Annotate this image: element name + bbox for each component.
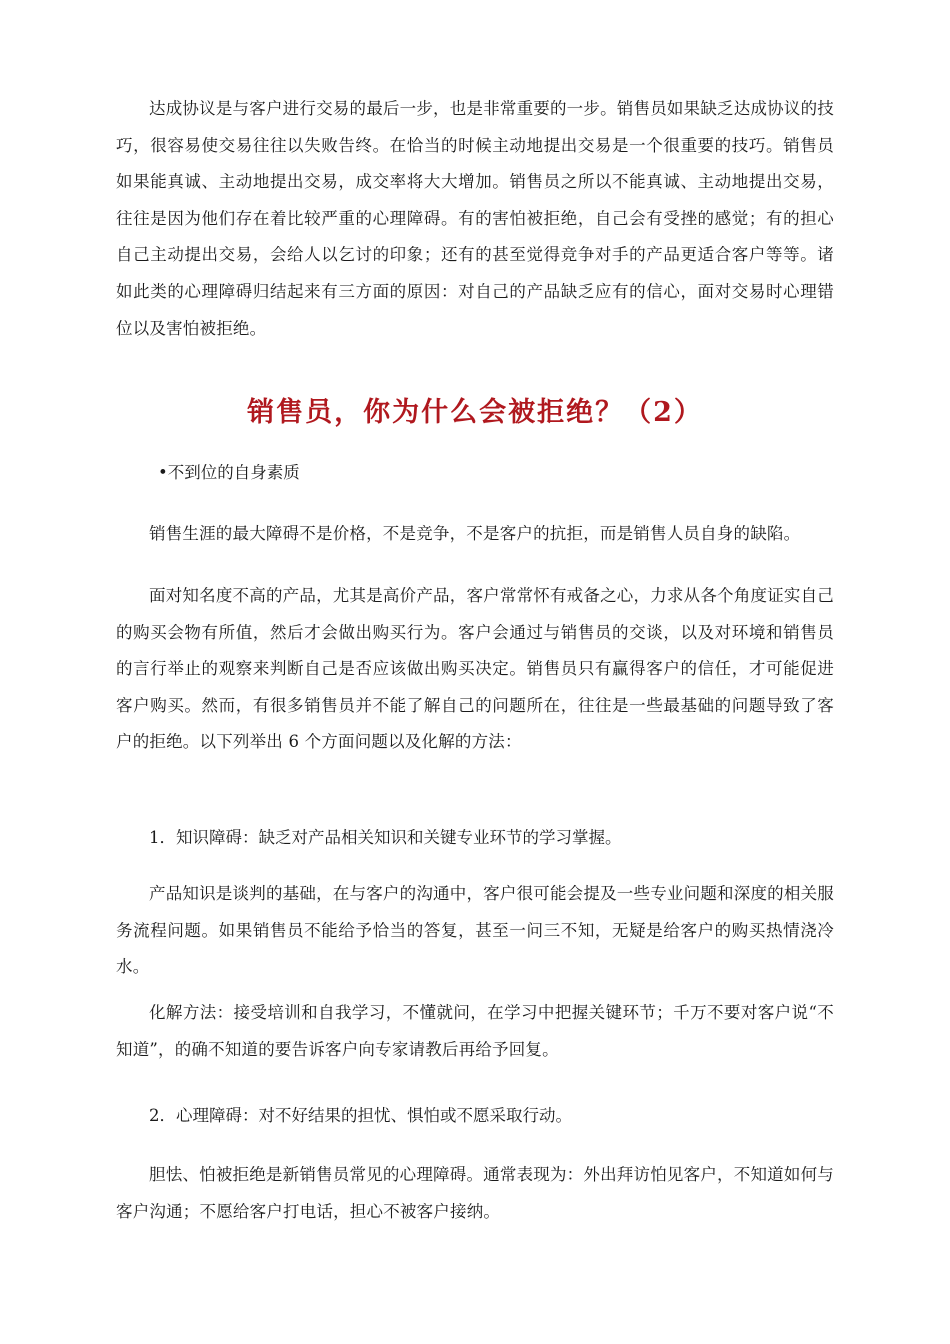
item2-body: 胆怯、怕被拒绝是新销售员常见的心理障碍。通常表现为：外出拜访怕见客户，不知道如何与客户沟通；不愿给客户打电话，担心不被客户接纳。 xyxy=(116,1165,834,1221)
section-title: 销售员，你为什么会被拒绝？（2） xyxy=(247,397,703,428)
item1-body: 产品知识是谈判的基础，在与客户的沟通中，客户很可能会提及一些专业问题和深度的相关服务流程问题。如果销售员不能给予恰当的答复，甚至一问三不知，无疑是给客户的购买热情浇冷水。 xyxy=(116,884,834,977)
item1-solution: 化解方法：接受培训和自我学习，不懂就问，在学习中把握关键环节；千万不要对客户说“不知道”，的确不知道的要告诉客户向专家请教后再给予回复。 xyxy=(116,1003,834,1059)
bullet-heading: •不到位的自身素质 xyxy=(158,463,300,482)
customers-paragraph: 面对知名度不高的产品，尤其是高价产品，客户常常怀有戒备之心，力求从各个角度证实自己的购买会物有所值，然后才会做出购买行为。客户会通过与销售员的交谈，以及对环境和销售员的言行举止的观察来判断自己是否应该做出购买决定。销售员只有赢得客户的信任，才可能促进客户购买。然而，有很多销售员并不能了解自己的问题所在，往往是一些最基础的问题导致了客户的拒绝。以下列举出 6 个方面问题以及化解的方法： xyxy=(116,586,834,752)
item2-heading: 2．心理障碍：对不好结果的担忧、惧怕或不愿采取行动。 xyxy=(149,1106,572,1125)
obstacle-paragraph: 销售生涯的最大障碍不是价格，不是竞争，不是客户的抗拒，而是销售人员自身的缺陷。 xyxy=(149,524,801,543)
intro-paragraph: 达成协议是与客户进行交易的最后一步，也是非常重要的一步。销售员如果缺乏达成协议的技巧，很容易使交易往往以失败告终。在恰当的时候主动地提出交易是一个很重要的技巧。销售员如果能真诚、主动地提出交易，成交率将大大增加。销售员之所以不能真诚、主动地提出交易，往往是因为他们存在着比较严重的心理障碍。有的害怕被拒绝，自己会有受挫的感觉；有的担心自己主动提出交易，会给人以乞讨的印象；还有的甚至觉得竞争对手的产品更适合客户等等。诸如此类的心理障碍归结起来有三方面的原因：对自己的产品缺乏应有的信心，面对交易时心理错位以及害怕被拒绝。 xyxy=(116,99,834,338)
item1-heading: 1．知识障碍：缺乏对产品相关知识和关键专业环节的学习掌握。 xyxy=(149,828,622,847)
